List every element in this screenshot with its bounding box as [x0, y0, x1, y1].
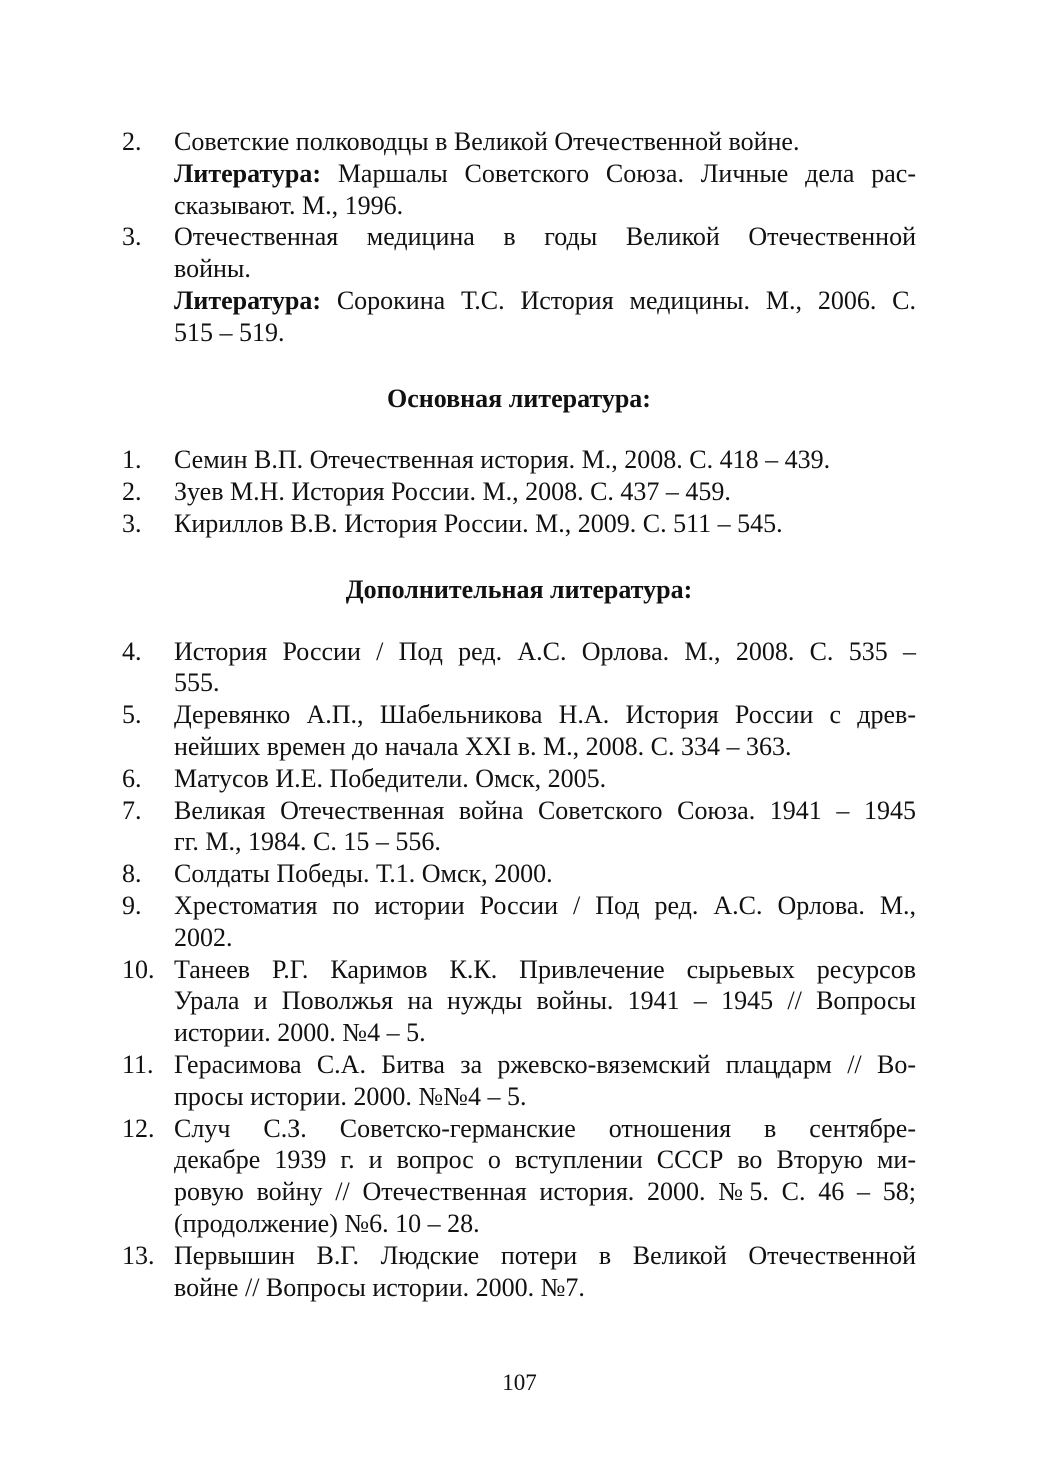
text-line: [174, 763, 916, 795]
line-text: Хрестоматия по истории России / Под ред. А.С. Орлова. М.,: [174, 890, 916, 920]
line-text: Сорокина Т.С. История медицины. М., 2006. С.: [321, 285, 916, 315]
line-text: Отечественная медицина в годы Великой Отечественной: [174, 222, 916, 252]
page-content: [122, 126, 916, 1303]
line-text: войны.: [174, 254, 251, 284]
text-line: [174, 667, 916, 699]
list-item-text: [174, 954, 916, 1049]
text-line: [174, 1081, 916, 1113]
line-text: Солдаты Победы. Т.1. Омск, 2000.: [174, 859, 553, 889]
text-line: [174, 858, 916, 890]
text-line: [174, 190, 916, 222]
list-item-number: 3.: [122, 222, 142, 252]
line-text: Случ С.З. Советско-германские отношения в сентябре-: [174, 1113, 916, 1143]
line-text: Матусов И.Е. Победители. Омск, 2005.: [174, 763, 607, 793]
list-item-text: [174, 508, 916, 540]
spacer: [122, 540, 916, 574]
line-text: 555.: [174, 668, 220, 698]
literature-label: Литература:: [174, 158, 321, 188]
line-text: ровую войну // Отечественная история. 2000. №5. С. 46 – 58;: [174, 1177, 916, 1207]
line-text: просы истории. 2000. №№4 – 5.: [174, 1081, 527, 1111]
list-item-text: [174, 699, 916, 763]
list-item-number: 7.: [122, 795, 142, 825]
list-item-text: [174, 858, 916, 890]
list-item: [122, 126, 916, 221]
list-item: [122, 636, 916, 700]
list-item-text: [174, 1049, 916, 1113]
text-line: [174, 922, 916, 954]
text-line: [174, 699, 916, 731]
list-item: [122, 763, 916, 795]
list-item: [122, 1113, 916, 1240]
line-text: декабре 1939 г. и вопрос о вступлении СССР во Вторую ми-: [174, 1145, 916, 1175]
line-text: Танеев Р.Г. Каримов К.К. Привлечение сырьевых ресурсов: [174, 954, 916, 984]
list-item-number: 9.: [122, 890, 142, 920]
list-item-text: [174, 221, 916, 348]
list-item: [122, 1240, 916, 1304]
list-item: [122, 508, 916, 540]
main-literature-list: [122, 444, 916, 539]
list-item-text: [174, 444, 916, 476]
text-line: [174, 1176, 916, 1208]
list-item: [122, 699, 916, 763]
text-line: [174, 126, 916, 158]
line-text: Зуев М.Н. История России. М., 2008. С. 437 – 459.: [174, 477, 731, 507]
additional-literature-heading: Дополнительная литература:: [345, 574, 693, 604]
list-item-text: [174, 1113, 916, 1240]
list-item-number: 12.: [122, 1113, 155, 1143]
spacer: [122, 349, 916, 383]
text-line: [174, 890, 916, 922]
list-item-number: 11.: [122, 1049, 154, 1079]
line-text: Урала и Поволжья на нужды войны. 1941 – 1945 // Вопросы: [174, 986, 916, 1016]
text-line: [174, 636, 916, 668]
text-line: [174, 1049, 916, 1081]
text-line: [174, 1144, 916, 1176]
list-item: [122, 476, 916, 508]
main-literature-heading: Основная литература:: [387, 383, 651, 413]
list-item: [122, 444, 916, 476]
spacer: [122, 414, 916, 444]
topic-list: [122, 126, 916, 349]
list-item: [122, 890, 916, 954]
line-text: войне // Вопросы истории. 2000. №7.: [174, 1272, 585, 1302]
list-item-text: [174, 1240, 916, 1304]
line-text: Первышин В.Г. Людские потери в Великой Отечественной: [174, 1240, 916, 1270]
text-line: [174, 508, 916, 540]
text-line: [174, 985, 916, 1017]
line-text: Великая Отечественная война Советского Союза. 1941 – 1945: [174, 795, 916, 825]
spacer: [122, 606, 916, 636]
line-text: гг. М., 1984. С. 15 – 556.: [174, 827, 441, 857]
list-item-number: 1.: [122, 445, 142, 475]
text-line: [174, 444, 916, 476]
list-item: [122, 954, 916, 1049]
text-line: [174, 731, 916, 763]
line-text: Советские полководцы в Великой Отечественной войне.: [174, 127, 800, 156]
additional-literature-list: [122, 636, 916, 1304]
line-text: История России / Под ред. А.С. Орлова. М., 2008. С. 535 –: [174, 636, 916, 666]
list-item: [122, 795, 916, 859]
line-text: Маршалы Советского Союза. Личные дела рас-: [321, 158, 916, 188]
text-line: [174, 1272, 916, 1304]
text-line: [174, 285, 916, 317]
text-line: [174, 826, 916, 858]
line-text: Кириллов В.В. История России. М., 2009. С. 511 – 545.: [174, 508, 783, 538]
text-line: [174, 954, 916, 986]
list-item: [122, 858, 916, 890]
list-item-number: 4.: [122, 636, 142, 666]
text-line: [174, 1017, 916, 1049]
line-text: нейших времен до начала XXI в. М., 2008. С. 334 – 363.: [174, 731, 792, 761]
line-text: истории. 2000. №4 – 5.: [174, 1018, 426, 1048]
list-item-number: 5.: [122, 700, 142, 730]
list-item-number: 3.: [122, 508, 142, 538]
list-item-number: 8.: [122, 859, 142, 889]
page-number: 107: [502, 1370, 537, 1395]
list-item-number: 2.: [122, 127, 142, 156]
text-line: [174, 1240, 916, 1272]
list-item-text: [174, 763, 916, 795]
text-line: [174, 476, 916, 508]
text-line: [174, 221, 916, 253]
line-text: сказывают. М., 1996.: [174, 190, 404, 220]
list-item: [122, 221, 916, 348]
text-line: [174, 1113, 916, 1145]
text-line: [174, 317, 916, 349]
text-line: [174, 158, 916, 190]
line-text: Герасимова С.А. Битва за ржевско-вяземский плацдарм // Во-: [174, 1049, 916, 1079]
list-item-number: 10.: [122, 954, 155, 984]
text-line: [174, 1208, 916, 1240]
list-item: [122, 1049, 916, 1113]
text-line: [174, 253, 916, 285]
list-item-text: [174, 795, 916, 859]
list-item-number: 13.: [122, 1240, 155, 1270]
list-item-text: [174, 126, 916, 221]
list-item-text: [174, 476, 916, 508]
line-text: Семин В.П. Отечественная история. М., 2008. С. 418 – 439.: [174, 445, 831, 475]
literature-label: Литература:: [174, 285, 321, 315]
list-item-number: 2.: [122, 477, 142, 507]
list-item-number: 6.: [122, 763, 142, 793]
text-line: [174, 795, 916, 827]
line-text: Деревянко А.П., Шабельникова Н.А. История России с древ-: [174, 700, 916, 730]
line-text: 2002.: [174, 922, 233, 952]
line-text: (продолжение) №6. 10 – 28.: [174, 1208, 480, 1238]
list-item-text: [174, 890, 916, 954]
list-item-text: [174, 636, 916, 700]
line-text: 515 – 519.: [174, 317, 285, 347]
